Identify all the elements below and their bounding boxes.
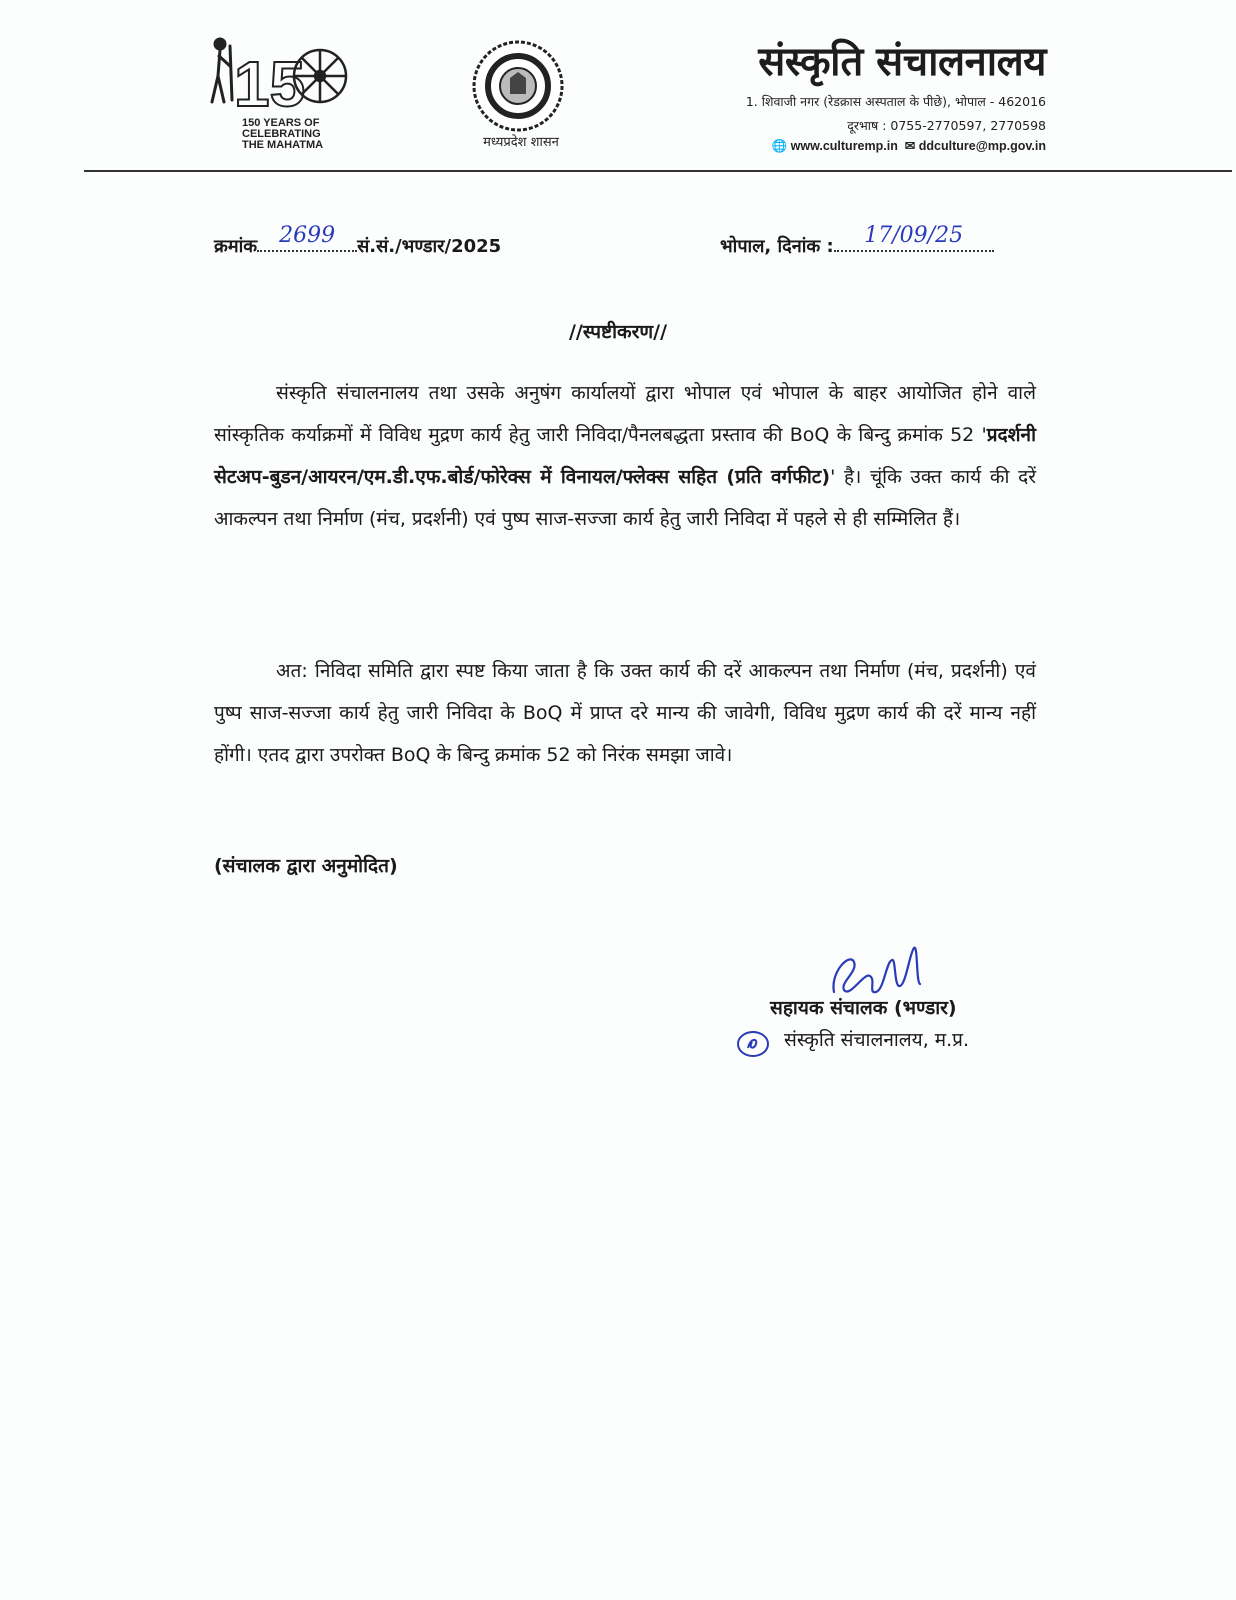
date-line: [720, 223, 994, 258]
website-link[interactable]: www.culturemp.in: [790, 139, 898, 153]
logo-caption: [242, 118, 332, 151]
header-divider: [84, 170, 1232, 172]
org-contact-line: [560, 138, 1046, 154]
signatory-department: संस्कृति संचालनालय, म.प्र.: [784, 1029, 970, 1051]
approval-note: (संचालक द्वारा अनुमोदित): [214, 855, 398, 877]
mail-icon: ✉: [904, 139, 916, 153]
reference-number-line: [214, 223, 502, 258]
initial-mark: [736, 1030, 770, 1058]
logo-text: 150 YEARS OF CELEBRATING THE MAHATMA: [242, 117, 324, 151]
org-title: संस्कृति संचालनालय: [758, 39, 1046, 85]
reference-prefix: क्रमांक: [214, 236, 258, 257]
p1-bold-item: प्रदर्शनी सेटअप-बुडन/आयरन/एम.डी.एफ.बोर्ड/फोरेक्स में विनायल/फ्लेक्स सहित (प्रति वर्गफीट): [214, 424, 1036, 488]
svg-text:15: 15: [234, 48, 306, 120]
subject-heading: //स्पष्टीकरण//: [568, 321, 668, 343]
date-label: भोपाल, दिनांक :: [720, 236, 834, 257]
body-paragraph-2: [214, 650, 1036, 776]
body-paragraph-1: [214, 372, 1036, 540]
org-address: 1. शिवाजी नगर (रेडक्रास अस्पताल के पीछे), भोपाल - 462016: [745, 94, 1046, 109]
globe-icon: 🌐: [771, 139, 788, 153]
p1-text-a: संस्कृति संचालनालय तथा उसके अनुषंग कार्यालयों द्वारा भोपाल एवं भोपाल के बाहर आयोजित होने वाले सांस्कृतिक कर्याक्रमों में विविध मुद्रण कार्य हेतु जारी निविदा/पैनलबद्धता प्रस्ताव की BoQ के बिन्दु क्रमांक 52 ': [214, 382, 1036, 446]
p1-text-b: ' है। चूंकि उक्त कार्य की दरें आकल्पन तथा निर्माण (मंच, प्रदर्शनी) एवं पुष्प साज-सज्जा कार्य हेतु जारी निविदा में पहले से ही सम्मिलित हैं।: [214, 466, 1036, 530]
reference-suffix: सं.सं./भण्डार/2025: [357, 236, 502, 257]
mp-government-emblem: [472, 40, 564, 132]
org-phone: दूरभाष : 0755-2770597, 2770598: [847, 118, 1046, 133]
email-link[interactable]: ddculture@mp.gov.in: [918, 139, 1046, 153]
letter-date: 17/09/25: [864, 223, 964, 248]
p2-text: अत: निविदा समिति द्वारा स्पष्ट किया जाता है कि उक्त कार्य की दरें आकल्पन तथा निर्माण (मंच, प्रदर्शनी) एवं पुष्प साज-सज्जा कार्य हेतु जारी निविदा के BoQ में प्राप्त दरे मान्य की जावेगी, विविध मुद्रण कार्य की दरें मान्य नहीं होंगी। एतद द्वारा उपरोक्त BoQ के बिन्दु क्रमांक 52 को निरंक समझा जावे।: [214, 660, 1036, 766]
reference-number: 2699: [279, 223, 336, 248]
signatory-designation: सहायक संचालक (भण्डार): [770, 997, 957, 1019]
emblem-caption: मध्यप्रदेश शासन: [483, 135, 559, 150]
